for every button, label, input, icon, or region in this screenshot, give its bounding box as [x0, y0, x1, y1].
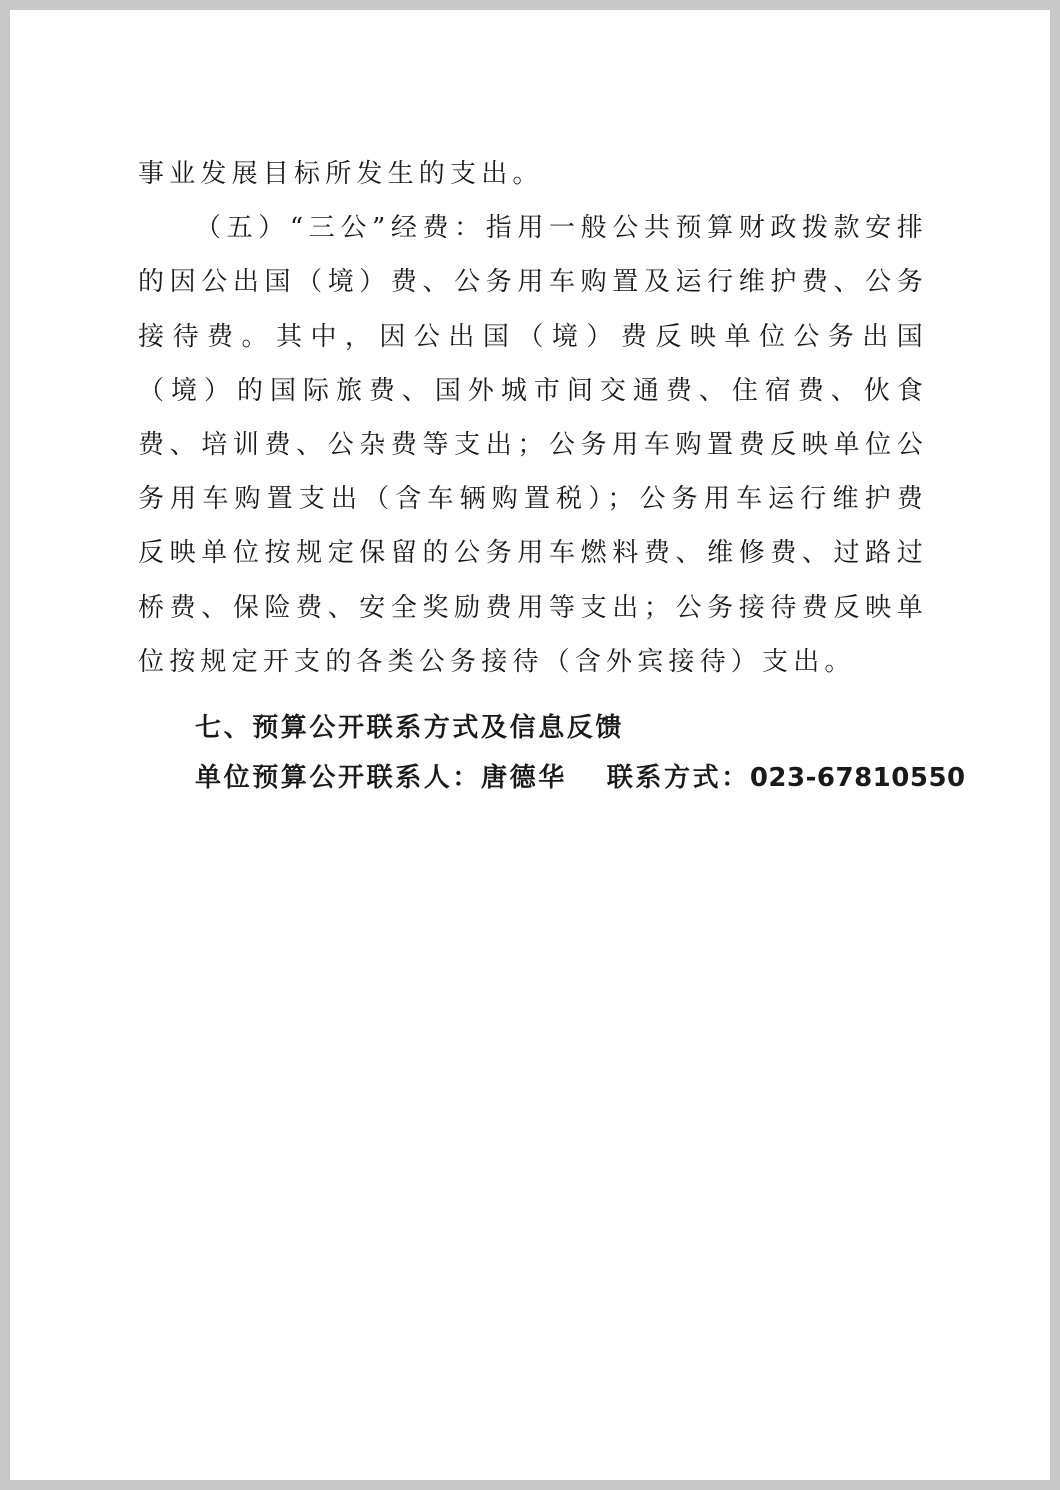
- contact-method-label: 联系方式：: [606, 763, 750, 794]
- contact-person-name: 唐德华: [481, 763, 567, 794]
- contact-phone: 023-67810550: [749, 763, 966, 794]
- section-heading: 七、预算公开联系方式及信息反馈: [195, 713, 625, 744]
- paragraph-continuation: 事业发展目标所发生的支出。: [138, 159, 544, 189]
- document-page: [10, 10, 1050, 1480]
- document-body: [138, 147, 966, 803]
- contact-line: [138, 753, 966, 803]
- contact-person-label: 单位预算公开联系人：: [195, 763, 482, 794]
- paragraph-sangong-expenses: （五）“三公”经费：指用一般公共预算财政拨款安排的因公出国（境）费、公务用车购置及运行维护费、公务接待费。其中，因公出国（境）费反映单位公务出国（境）的国际旅费、国外城市间交通费、住宿费、伙食费、培训费、公杂费等支出；公务用车购置费反映单位公务用车购置支出（含车辆购置税）；公务用车运行维护费反映单位按规定保留的公务用车燃料费、维修费、过路过桥费、保险费、安全奖励费用等支出；公务接待费反映单位按规定开支的各类公务接待（含外宾接待）支出。: [138, 213, 928, 677]
